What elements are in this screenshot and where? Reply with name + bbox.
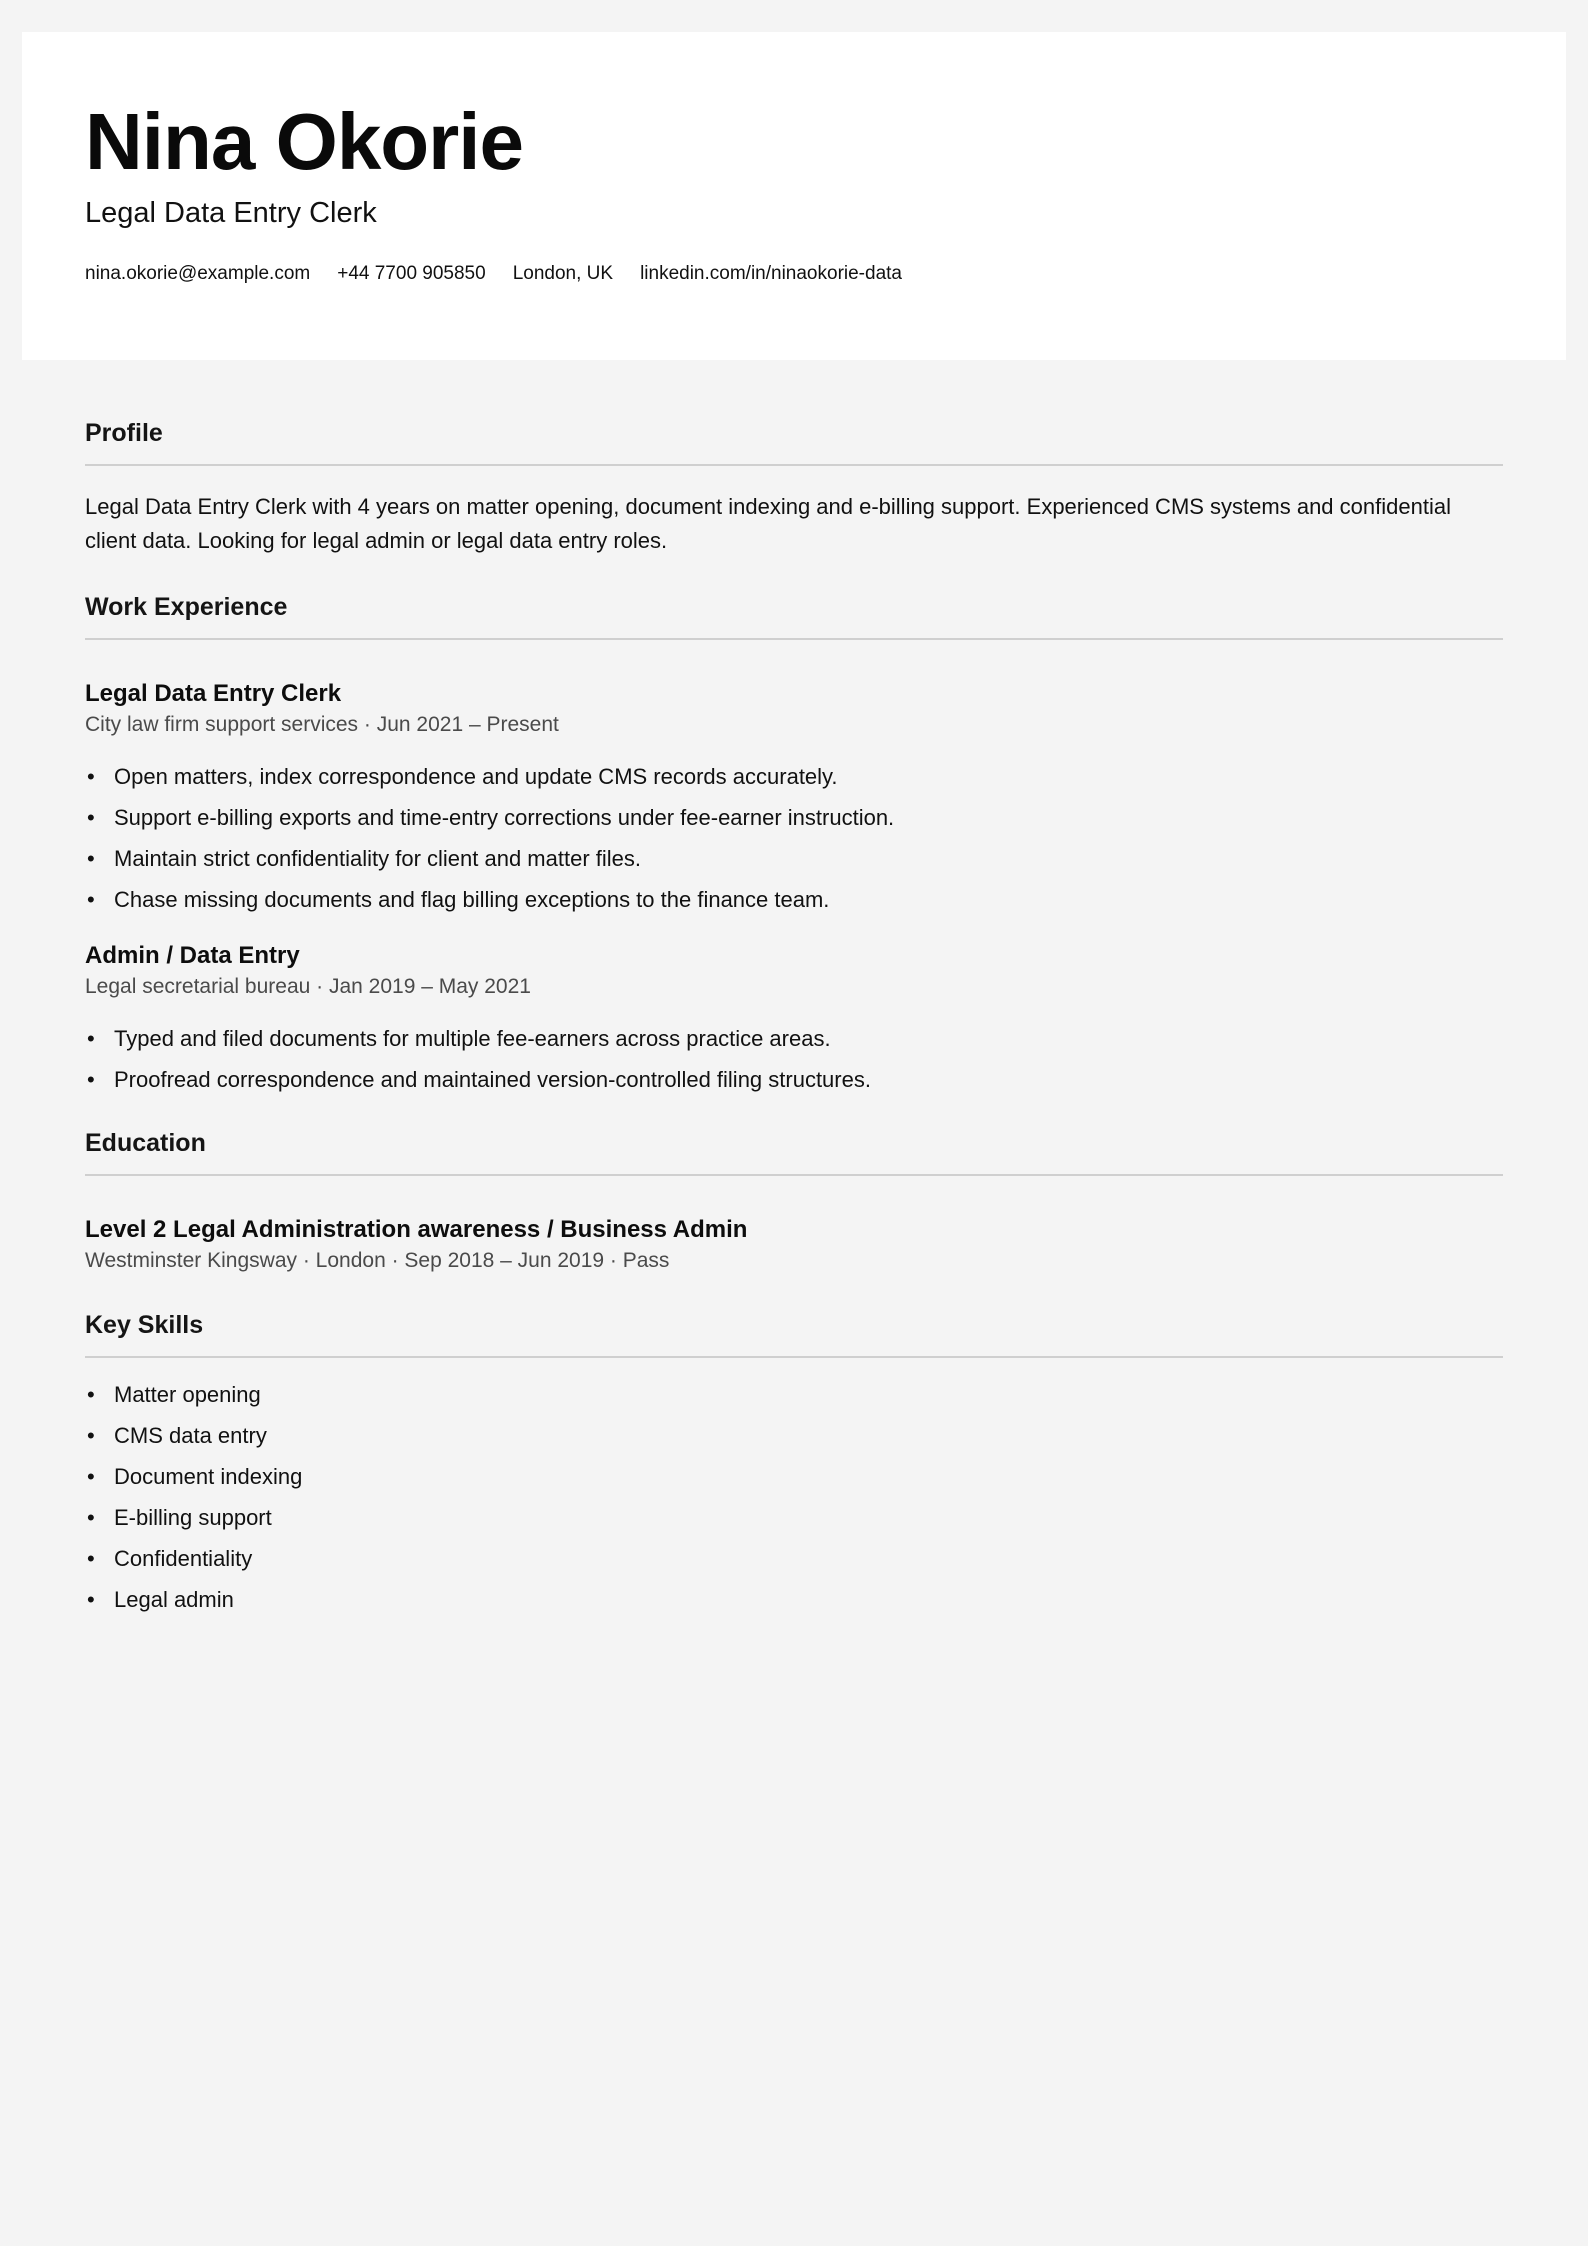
job-bullet	[85, 1018, 1503, 1059]
job-bullet-text: Typed and filed documents for multiple fee-earners across practice areas.	[114, 1026, 831, 1051]
job-bullet-text: Chase missing documents and flag billing exceptions to the finance team.	[114, 887, 830, 912]
contact-phone: +44 7700 905850	[337, 263, 486, 284]
bullet-dot-icon: •	[87, 764, 95, 789]
section-title-skills: Key Skills	[85, 1302, 1503, 1358]
candidate-role: Legal Data Entry Clerk	[85, 197, 377, 229]
job-bullet-text: Support e-billing exports and time-entry corrections under fee-earner instruction.	[114, 805, 895, 830]
education-section	[85, 1120, 1503, 1276]
bullet-dot-icon: •	[87, 1546, 95, 1571]
skill-item	[85, 1497, 1503, 1538]
section-title-experience: Work Experience	[85, 584, 1503, 640]
contact-email: nina.okorie@example.com	[85, 263, 311, 284]
bullet-dot-icon: •	[87, 1587, 95, 1612]
job-bullet-text: Maintain strict confidentiality for client and matter files.	[114, 846, 642, 871]
bullet-dot-icon: •	[87, 1382, 95, 1407]
bullet-dot-icon: •	[87, 805, 95, 830]
section-title-profile: Profile	[85, 410, 1503, 466]
contact-row	[85, 260, 902, 288]
skill-item	[85, 1456, 1503, 1497]
skill-item	[85, 1538, 1503, 1579]
skill-item	[85, 1415, 1503, 1456]
job-bullets	[85, 756, 1503, 920]
job-bullets	[85, 1018, 1503, 1100]
skill-item	[85, 1374, 1503, 1415]
job-bullet	[85, 1059, 1503, 1100]
education-entry	[85, 1214, 1503, 1276]
contact-location: London, UK	[512, 263, 614, 284]
education-meta: Westminster Kingsway · London · Sep 2018 – Jun 2019 · Pass	[85, 1249, 670, 1272]
skill-text: E-billing support	[114, 1505, 272, 1530]
candidate-name: Nina Okorie	[85, 97, 524, 186]
job-bullet-text: Open matters, index correspondence and update CMS records accurately.	[114, 764, 838, 789]
bullet-dot-icon: •	[87, 1026, 95, 1051]
bullet-dot-icon: •	[87, 1067, 95, 1092]
skill-text: CMS data entry	[114, 1423, 267, 1448]
bullet-dot-icon: •	[87, 1464, 95, 1489]
bullet-dot-icon: •	[87, 887, 95, 912]
resume-body	[85, 410, 1503, 1620]
skill-text: Document indexing	[114, 1464, 303, 1489]
job-entry	[85, 678, 1503, 920]
section-title-education: Education	[85, 1120, 1503, 1176]
job-entry	[85, 940, 1503, 1100]
job-title: Legal Data Entry Clerk	[85, 680, 342, 707]
bullet-dot-icon: •	[87, 846, 95, 871]
skill-text: Matter opening	[114, 1382, 261, 1407]
skill-text: Confidentiality	[114, 1546, 253, 1571]
bullet-dot-icon: •	[87, 1505, 95, 1530]
profile-section	[85, 410, 1503, 558]
job-bullet-text: Proofread correspondence and maintained version-controlled filing structures.	[114, 1067, 871, 1092]
job-bullet	[85, 797, 1503, 838]
job-bullet	[85, 756, 1503, 797]
skill-text: Legal admin	[114, 1587, 234, 1612]
job-bullet	[85, 879, 1503, 920]
skills-list	[85, 1374, 1503, 1620]
job-meta: City law firm support services · Jun 2021 – Present	[85, 713, 559, 736]
job-title: Admin / Data Entry	[85, 942, 300, 969]
bullet-dot-icon: •	[87, 1423, 95, 1448]
skill-item	[85, 1579, 1503, 1620]
experience-section	[85, 584, 1503, 1100]
job-meta: Legal secretarial bureau · Jan 2019 – May 2021	[85, 975, 531, 998]
profile-summary: Legal Data Entry Clerk with 4 years on matter opening, document indexing and e-billing support. Experienced CMS systems and confidential client data. Looking for legal admin or legal data entry roles.	[85, 494, 1451, 553]
resume-header	[22, 32, 1566, 360]
contact-linkedin: linkedin.com/in/ninaokorie-data	[640, 263, 902, 284]
skills-section	[85, 1302, 1503, 1620]
job-bullet	[85, 838, 1503, 879]
education-degree: Level 2 Legal Administration awareness / Business Admin	[85, 1216, 748, 1243]
